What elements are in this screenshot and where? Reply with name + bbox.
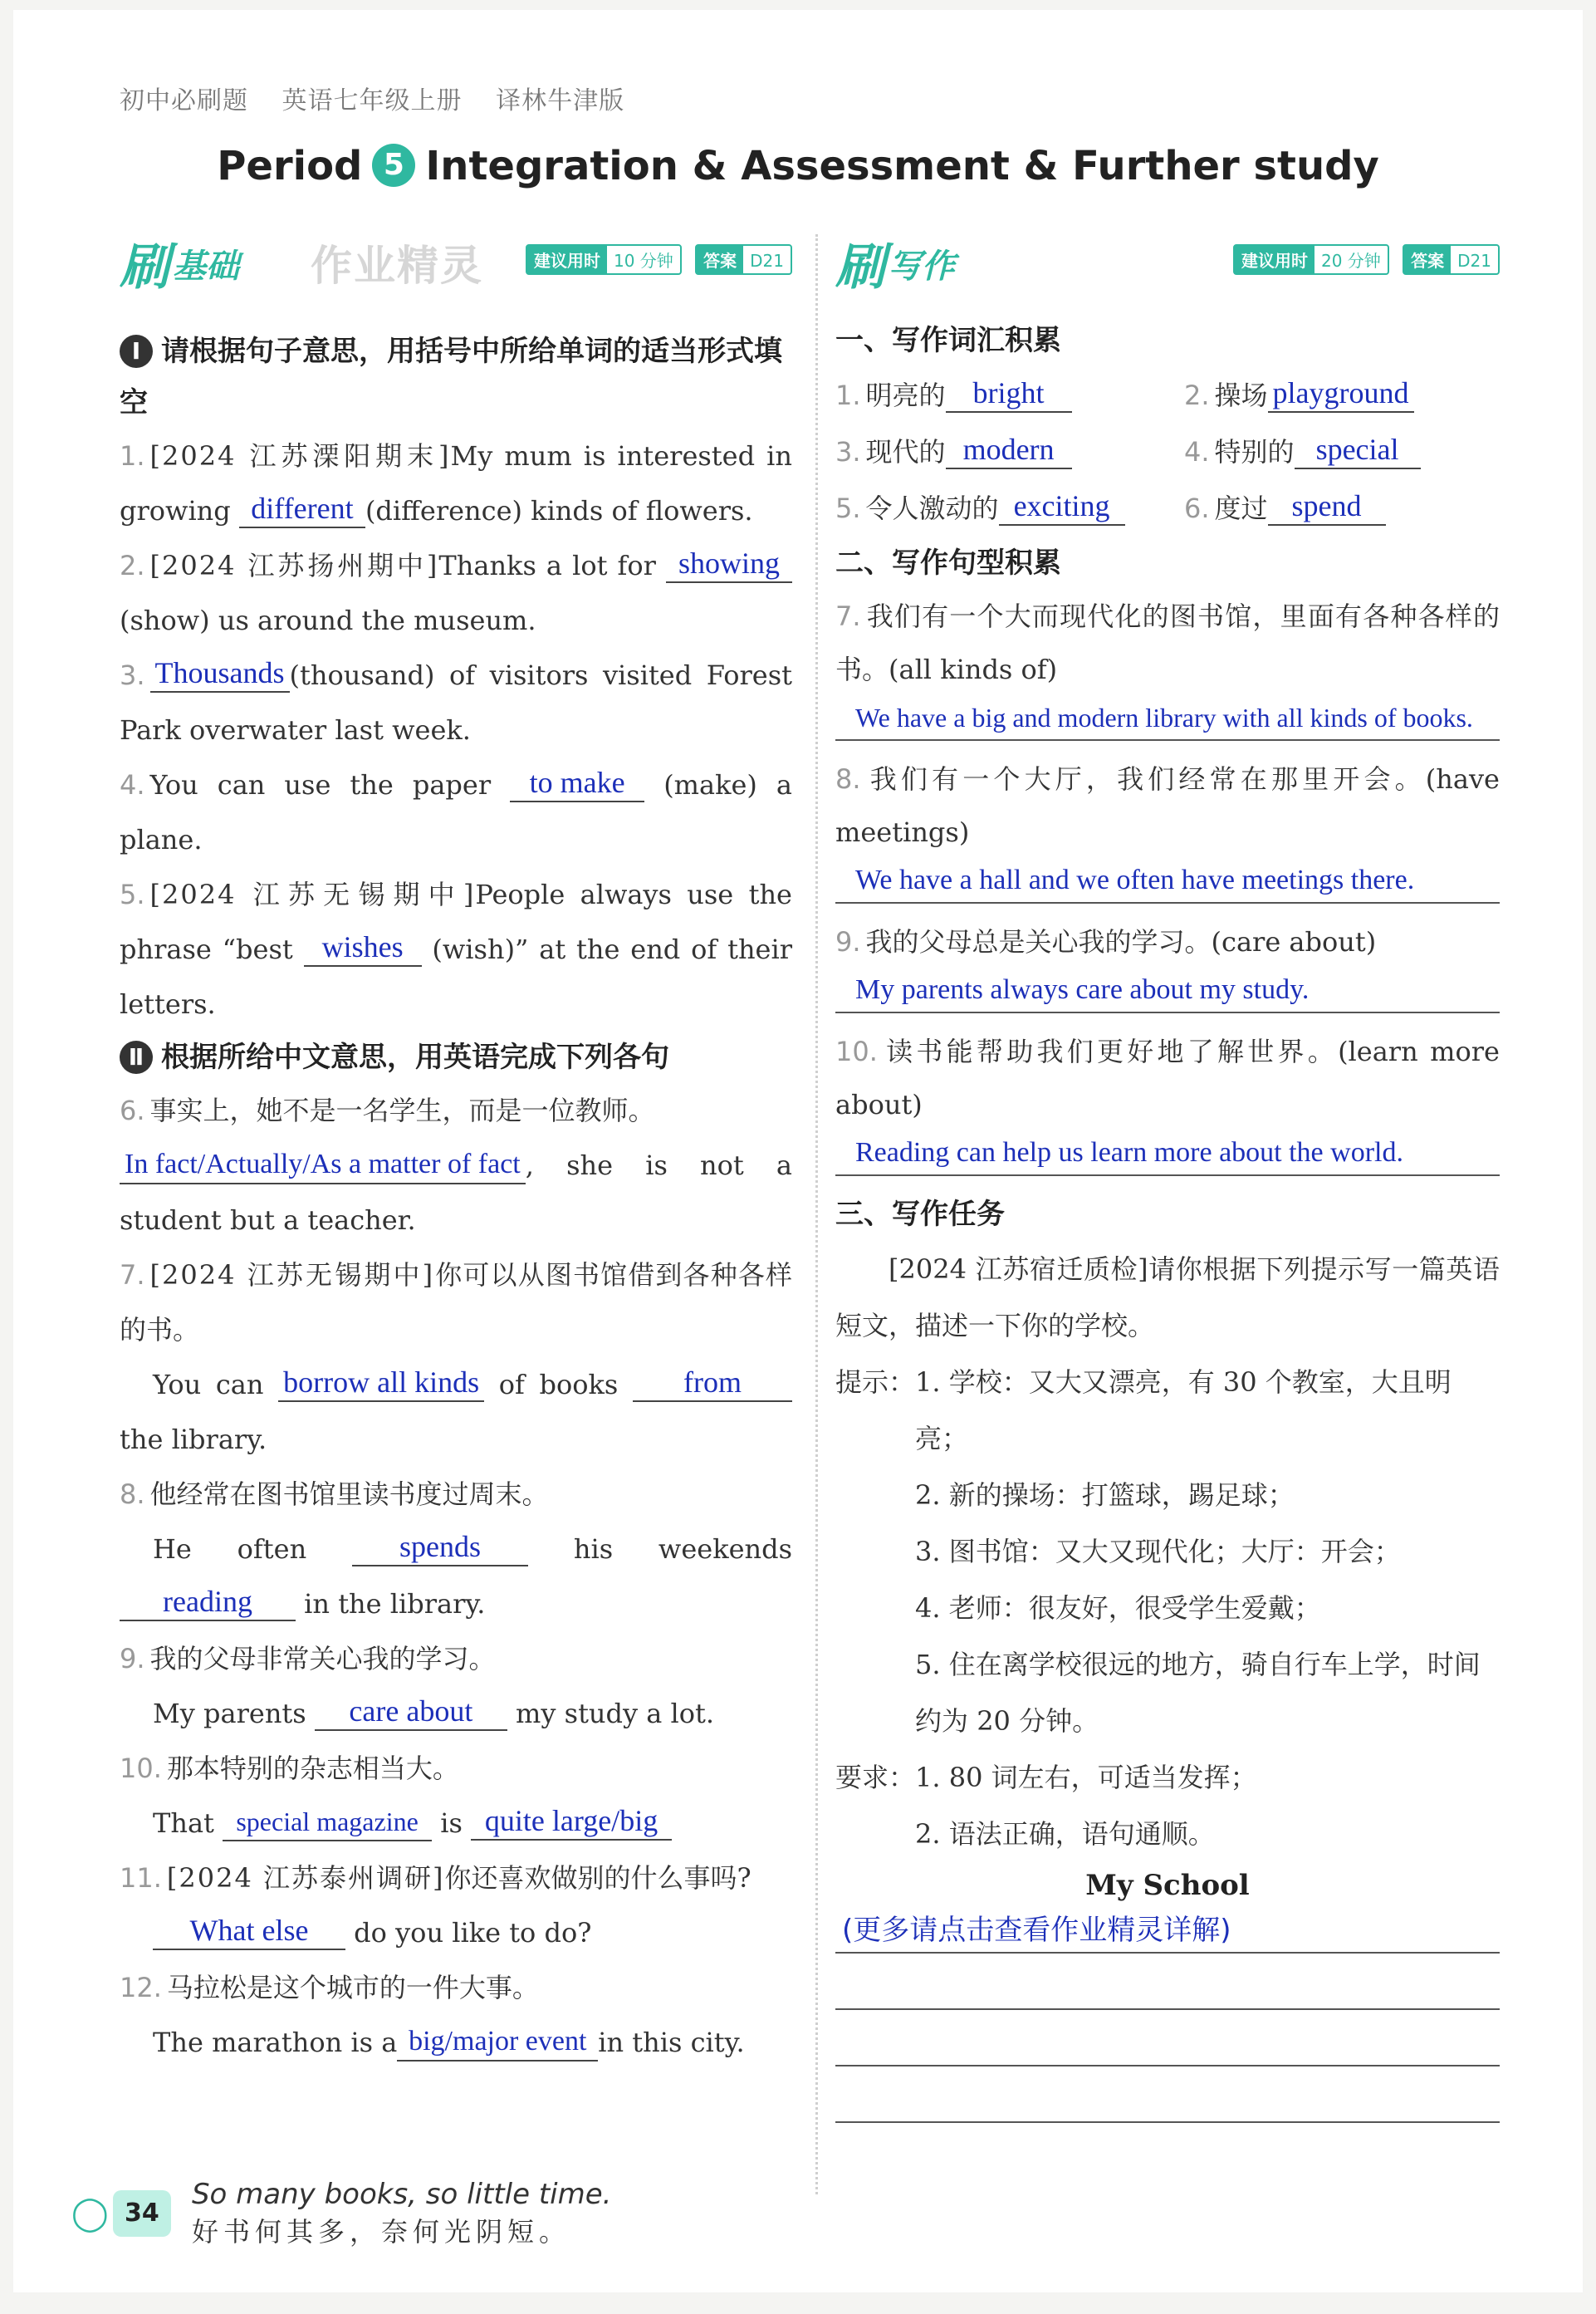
hint-item: 4. 老师：很友好，很受学生爱戴； xyxy=(915,1592,1321,1624)
page-footer xyxy=(71,2178,611,2249)
answer-8a: spends xyxy=(352,1528,528,1566)
answer-s10: Reading can help us learn more about the world. xyxy=(835,1131,1500,1176)
question-9: 9. 我的父母非常关心我的学习。 My parents care about my study a lot. xyxy=(120,1643,715,1729)
sentence-8: 8. 我们有一个大厅，我们经常在那里开会。(have meetings) xyxy=(835,763,1500,848)
time-tags xyxy=(517,244,792,275)
writing-banner xyxy=(835,228,1500,304)
edition-name: 译林牛津版 xyxy=(496,86,625,115)
workbook-page xyxy=(13,10,1583,2292)
answer-s7: We have a big and modern library with all kinds of books. xyxy=(835,696,1500,741)
question-10: 10. 那本特别的杂志相当大。 That special magazine is quite large/big xyxy=(120,1741,792,1851)
basics-column xyxy=(120,228,792,2070)
hint-label: 提示： xyxy=(835,1366,916,1398)
vocab-item: 6. 度过 spend xyxy=(1184,480,1500,537)
hint-item: 3. 图书馆：又大又现代化；大厅：开会； xyxy=(915,1536,1401,1567)
question-7: 7. [2024 江苏无锡期中]你可以从图书馆借到各种各样的书。 You can borrow all kinds of books from the library. xyxy=(120,1259,792,1455)
vocab-item: 2. 操场 playground xyxy=(1184,367,1500,424)
question-4: 4. You can use the paper to make (make) a plane. xyxy=(120,766,793,855)
title-text: Integration & Assessment & Further study xyxy=(425,143,1379,189)
writing-column xyxy=(835,228,1500,2123)
question-1: 1. [2024 江苏溧阳期末]My mum is interested in growing different (difference) kinds of flowers. xyxy=(120,440,792,527)
question-3: 3. Thousands (thousand) of visitors visited Forest Park overwater last week. xyxy=(120,656,792,746)
answer-tag: 答案 D21 xyxy=(695,244,792,275)
hint-item: 2. 新的操场：打篮球，踢足球； xyxy=(915,1479,1295,1511)
answer-12: big/major event xyxy=(397,2023,598,2062)
section-2-heading: Ⅱ 根据所给中文意思，用英语完成下列各句 xyxy=(120,1032,792,1083)
requirement-label: 要求： xyxy=(835,1762,916,1793)
answer-7b: from xyxy=(633,1364,792,1402)
hint-item: 1. 学校：又大又漂亮，有 30 个教室，大且明亮； xyxy=(915,1366,1452,1454)
question-8: 8. 他经常在图书馆里读书度过周末。 He often spends his weekends reading in the library. xyxy=(120,1478,793,1620)
footer-quote: So many books, so little time. 好书何其多，奈何光阴短。 xyxy=(191,2178,612,2248)
vocab-item: 1. 明亮的 bright xyxy=(835,367,1184,424)
essay-title: My School xyxy=(1085,1869,1250,1902)
answer-5: wishes xyxy=(304,929,422,967)
hints-block xyxy=(835,1354,1500,1862)
question-5: 5. [2024 江苏无锡期中]People always use the phrase “best wishes (wish)” at the end of their letters. xyxy=(120,879,793,1020)
answer-s9: My parents always care about my study. xyxy=(835,968,1500,1013)
question-6: 6. 事实上，她不是一名学生，而是一位教师。 In fact/Actually/As a matter of fact , she is not a student but a teacher. xyxy=(120,1095,792,1236)
answer-9: care about xyxy=(315,1693,507,1731)
answer-s8: We have a hall and we often have meetings there. xyxy=(835,859,1500,904)
section-1-heading: Ⅰ 请根据句子意思，用括号中所给单词的适当形式填空 xyxy=(120,335,782,419)
answer-4: to make xyxy=(510,764,644,802)
sentence-9: 9. 我的父母总是关心我的学习。(care about) xyxy=(835,926,1377,958)
answer-3: Thousands xyxy=(150,654,290,693)
period-number-badge: 5 xyxy=(372,144,415,187)
task-description: [2024 江苏宿迁质检]请你根据下列提示写一篇英语短文，描述一下你的学校。 xyxy=(835,1253,1500,1341)
brand-logo: 刷基础 xyxy=(120,238,239,297)
time-tag: 建议用时 20 分钟 xyxy=(1233,244,1389,275)
vocab-item: 5. 令人激动的 exciting xyxy=(835,480,1184,537)
brand-logo: 刷写作 xyxy=(835,238,955,297)
task-heading: 三、写作任务 xyxy=(835,1198,1005,1231)
answer-11: What else xyxy=(153,1912,345,1950)
answer-1: different xyxy=(239,490,365,528)
series-name: 初中必刷题 xyxy=(120,86,248,115)
sentence-10: 10. 读书能帮助我们更好地了解世界。(learn more about) xyxy=(835,1036,1500,1120)
answer-7a: borrow all kinds xyxy=(278,1364,484,1402)
sentence-heading: 二、写作句型积累 xyxy=(835,547,1061,580)
page-number: 34 xyxy=(113,2190,171,2237)
question-11: 11. [2024 江苏泰州调研]你还喜欢做别的什么事吗? What else do you like to do? xyxy=(120,1862,751,1949)
answer-tag: 答案 D21 xyxy=(1403,244,1500,275)
hint-item: 5. 住在离学校很远的地方，骑自行车上学，时间约为 20 分钟。 xyxy=(915,1649,1481,1737)
answer-8b: reading xyxy=(120,1583,296,1621)
subject-name: 英语七年级上册 xyxy=(282,86,463,115)
time-tag: 建议用时 10 分钟 xyxy=(526,244,682,275)
vocab-heading: 一、写作词汇积累 xyxy=(835,324,1061,357)
vocab-item: 3. 现代的 modern xyxy=(835,424,1184,480)
answer-10b: quite large/big xyxy=(471,1802,672,1841)
requirement-item: 2. 语法正确，语句通顺。 xyxy=(915,1818,1215,1850)
more-details-link[interactable]: (更多请点击查看作业精灵详解) xyxy=(835,1909,1500,1954)
answer-6: In fact/Actually/As a matter of fact xyxy=(120,1146,526,1184)
page-header xyxy=(120,80,649,116)
time-tags xyxy=(1225,244,1500,275)
answer-10a: special magazine xyxy=(223,1803,432,1841)
sentence-7: 7. 我们有一个大而现代化的图书馆，里面有各种各样的书。(all kinds of) xyxy=(835,601,1500,685)
writing-line[interactable] xyxy=(835,2066,1500,2123)
lightbulb-icon: ◯ xyxy=(71,2194,109,2233)
vocab-grid xyxy=(835,367,1500,537)
vocab-item: 4. 特别的 special xyxy=(1184,424,1500,480)
requirement-item: 1. 80 词左右，可适当发挥； xyxy=(915,1762,1257,1793)
question-2: 2. [2024 江苏扬州期中]Thanks a lot for showing (show) us around the museum. xyxy=(120,538,792,648)
basics-banner xyxy=(120,228,792,304)
writing-line[interactable] xyxy=(835,2010,1500,2066)
title-prefix: Period xyxy=(217,143,363,189)
question-12: 12. 马拉松是这个城市的一件大事。 The marathon is a big/major event in this city. xyxy=(120,1960,792,2070)
answer-2: showing xyxy=(666,545,792,583)
watermark-stamp: 作业精灵 xyxy=(311,242,483,290)
page-title xyxy=(13,143,1583,189)
column-divider xyxy=(815,234,818,2194)
writing-line[interactable] xyxy=(835,1954,1500,2010)
